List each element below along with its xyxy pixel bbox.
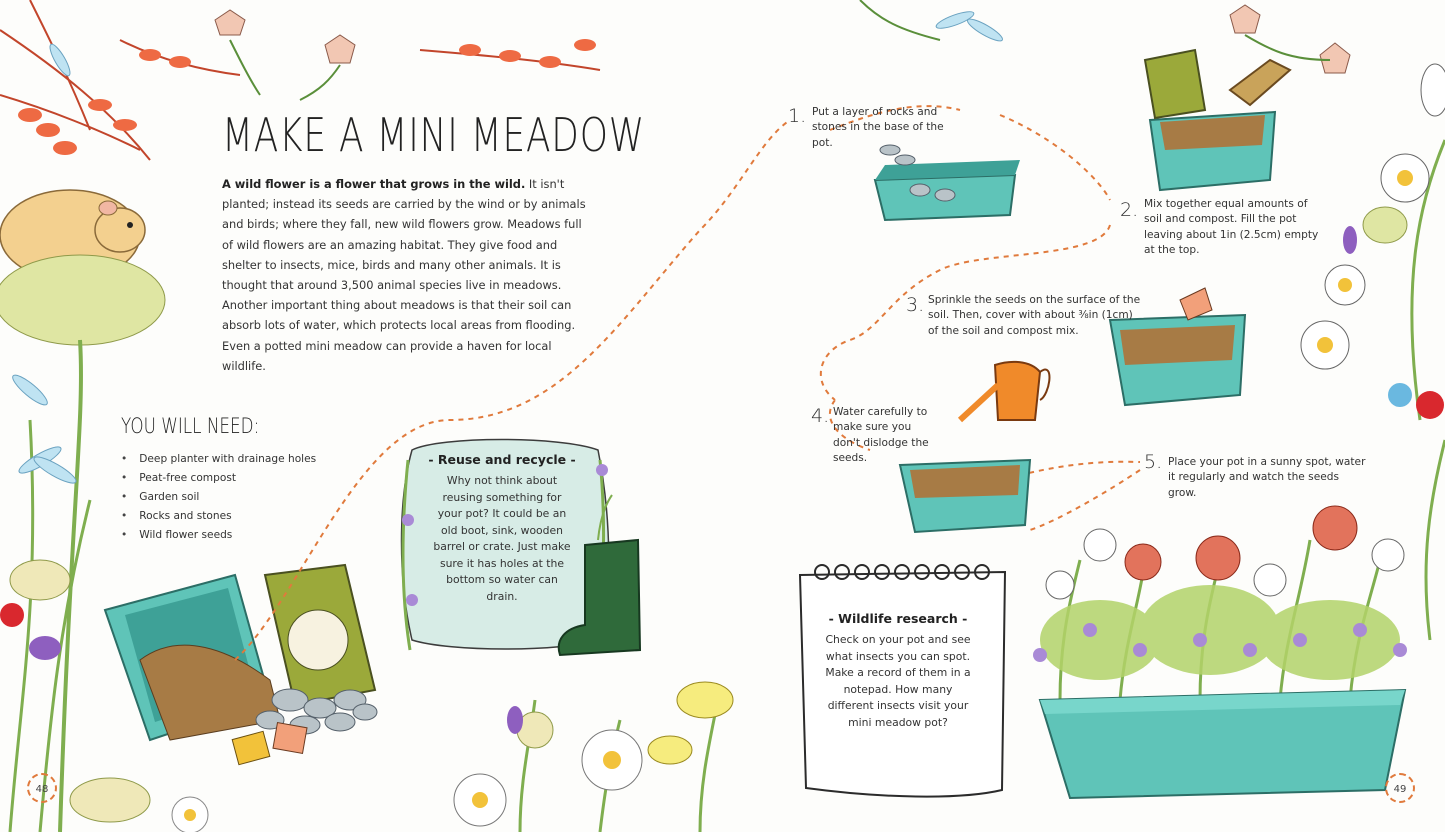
- wildlife-box-body: Check on your pot and see what insects you can spot. Make a record of them in a notepad. How many different insects visit your mini meadow pot?: [825, 633, 971, 729]
- step-text: Water carefully to make sure you don't dislodge the seeds.: [833, 406, 929, 465]
- step-1: [788, 105, 952, 151]
- list-item: • Wild flower seeds: [121, 526, 316, 545]
- list-item: • Deep planter with drainage holes: [121, 450, 316, 469]
- step-number: 3.: [906, 294, 925, 316]
- materials-list: [121, 450, 316, 545]
- step-number: 2.: [1120, 199, 1139, 221]
- reuse-box-title: - Reuse and recycle -: [428, 452, 576, 467]
- step-text: Put a layer of rocks and stones in the base of the pot.: [812, 106, 944, 149]
- reuse-recycle-box: [414, 452, 590, 605]
- page-title: MAKE A MINI MEADOW: [222, 108, 645, 162]
- wildlife-box-title: - Wildlife research -: [828, 611, 968, 626]
- step-number: 4.: [811, 405, 830, 427]
- intro-lead: A wild flower is a flower that grows in the wild.: [222, 177, 526, 191]
- step-3: [906, 293, 1144, 339]
- step-number: 1.: [788, 105, 807, 127]
- list-item: • Garden soil: [121, 488, 316, 507]
- step-4: [811, 405, 933, 467]
- intro-paragraph: [222, 174, 590, 376]
- step-text: Place your pot in a sunny spot, water it regularly and watch the seeds grow.: [1168, 456, 1366, 499]
- step-5: [1144, 451, 1368, 501]
- list-item: • Rocks and stones: [121, 507, 316, 526]
- page-number-right: 49: [1385, 773, 1415, 803]
- right-page: [722, 0, 1445, 832]
- list-item: • Peat-free compost: [121, 469, 316, 488]
- wildlife-research-box: [806, 611, 990, 731]
- you-will-need-heading: YOU WILL NEED:: [121, 414, 260, 438]
- intro-body: It isn't planted; instead its seeds are carried by the wind or by animals and birds; where they fall, new wild flowers grow. Meadows full of wild flowers are an amazing habitat. They give food and shelter to insects, mice, birds and many other animals. It is thought that around 3,500 animal species live in meadows. Another important thing about meadows is that their soil can absorb lots of water, which protects local areas from flooding. Even a potted mini meadow can provide a haven for local wildlife.: [222, 177, 586, 373]
- reuse-box-body: Why not think about reusing something for your pot? It could be an old boot, sink, wooden barrel or crate. Just make sure it has holes at the bottom so water can drain.: [433, 474, 571, 603]
- left-page: [0, 0, 722, 832]
- step-2: [1120, 197, 1324, 259]
- step-number: 5.: [1144, 451, 1163, 473]
- step-text: Sprinkle the seeds on the surface of the soil. Then, cover with about ⅜in (1cm) of the soil and compost mix.: [928, 294, 1141, 337]
- step-text: Mix together equal amounts of soil and compost. Fill the pot leaving about 1in (2.5cm) empty at the top.: [1144, 198, 1319, 257]
- page-number-left: 48: [27, 773, 57, 803]
